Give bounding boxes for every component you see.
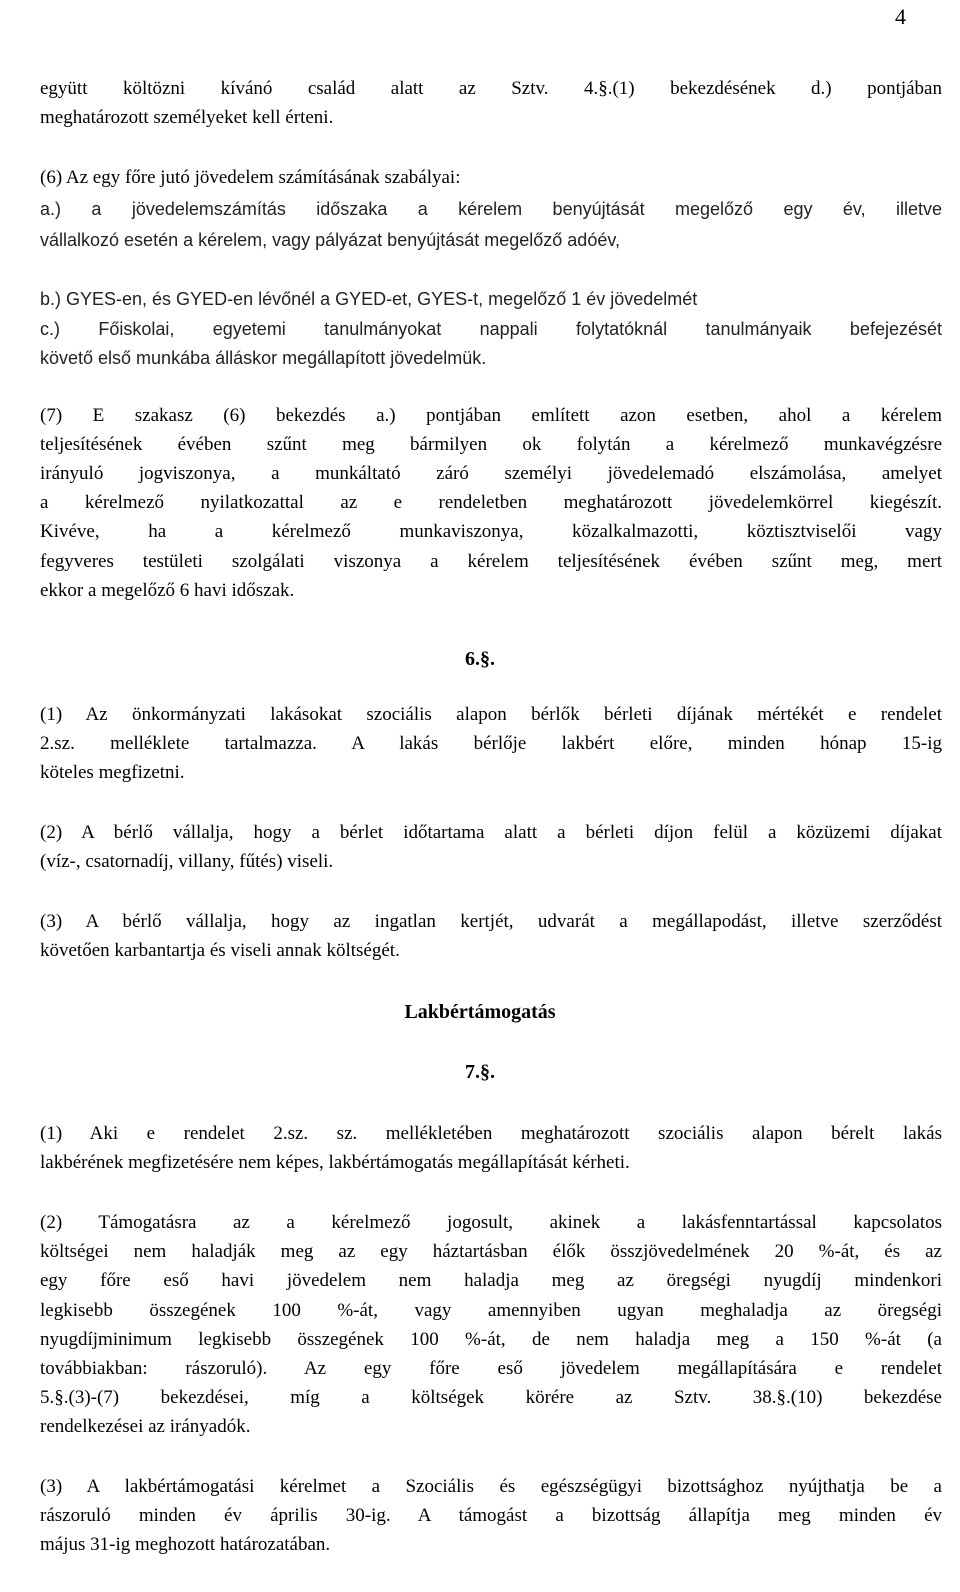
s7-p2-line-1: (2) Támogatásra az a kérelmező jogosult, akinek a lakásfenntartással kapcsolatos — [40, 1212, 942, 1233]
para6-a-line-2: vállalkozó esetén a kérelem, vagy pályázat benyújtását megelőző adóév, — [40, 230, 621, 250]
para6-a-line-1: a.) a jövedelemszámítás időszaka a kérelem benyújtását megelőző egy év, illetve — [40, 199, 942, 219]
para7-line-5: Kivéve, ha a kérelmező munkaviszonya, közalkalmazotti, köztisztviselői vagy — [40, 521, 942, 542]
s7-p3-line-3: május 31-ig meghozott határozatában. — [40, 1534, 331, 1555]
para6-heading: (6) Az egy főre jutó jövedelem számításának szabályai: — [40, 167, 461, 188]
s6-p2-line-1: (2) A bérlő vállalja, hogy a bérlet időtartama alatt a bérleti díjon felül a közüzemi díjakat — [40, 822, 942, 843]
s7-p2-line-6: továbbiakban: rászoruló). Az egy főre eső jövedelem megállapítására e rendelet — [40, 1358, 942, 1379]
para7-line-6: fegyveres testületi szolgálati viszonya a kérelem teljesítésének évében szűnt meg, mert — [40, 551, 942, 572]
s7-p2-line-5: nyugdíjminimum legkisebb összegének 100 %-át, de nem haladja meg a 150 %-át (a — [40, 1329, 942, 1350]
s7-p2-line-7: 5.§.(3)-(7) bekezdései, míg a költségek körére az Sztv. 38.§.(10) bekezdése — [40, 1387, 942, 1408]
s7-p1-line-2: lakbérének megfizetésére nem képes, lakbértámogatás megállapítását kérheti. — [40, 1152, 630, 1173]
s6-p3-line-2: követően karbantartja és viseli annak költségét. — [40, 940, 400, 961]
s7-p2-line-2: költségei nem haladják meg az egy háztartásban élők összjövedelmének 20 %-át, és az — [40, 1241, 942, 1262]
s7-p1-line-1: (1) Aki e rendelet 2.sz. sz. mellékletében meghatározott szociális alapon bérelt lakás — [40, 1123, 942, 1144]
page-number: 4 — [895, 4, 906, 29]
s7-p2-line-3: egy főre eső havi jövedelem nem haladja meg az öregségi nyugdíj mindenkori — [40, 1270, 942, 1291]
para6-c-line-1: c.) Főiskolai, egyetemi tanulmányokat nappali folytatóknál tanulmányaik befejezését — [40, 319, 942, 339]
para7-line-7: ekkor a megelőző 6 havi időszak. — [40, 580, 295, 601]
section7-title: 7.§. — [465, 1061, 495, 1083]
para7-line-2: teljesítésének évében szűnt meg bármilyen ok folytán a kérelmező munkavégzésre — [40, 434, 942, 455]
s7-p3-line-2: rászoruló minden év április 30-ig. A támogást a bizottság állapítja meg minden év — [40, 1505, 942, 1526]
intro-line-2: meghatározott személyeket kell érteni. — [40, 107, 334, 128]
para7-line-1: (7) E szakasz (6) bekezdés a.) pontjában említett azon esetben, ahol a kérelem — [40, 405, 942, 426]
heading-lakbertamogatas: Lakbértámogatás — [404, 1001, 556, 1023]
s6-p2-line-2: (víz-, csatornadíj, villany, fűtés) viseli. — [40, 851, 334, 872]
para7-line-4: a kérelmező nyilatkozattal az e rendeletben meghatározott jövedelemkörrel kiegészít. — [40, 492, 942, 513]
s7-p2-line-8: rendelkezései az irányadók. — [40, 1416, 251, 1437]
s6-p3-line-1: (3) A bérlő vállalja, hogy az ingatlan kertjét, udvarát a megállapodást, illetve szerződést — [40, 911, 942, 932]
s6-p1-line-2: 2.sz. melléklete tartalmazza. A lakás bérlője lakbért előre, minden hónap 15-ig — [40, 733, 942, 754]
s7-p3-line-1: (3) A lakbértámogatási kérelmet a Szociális és egészségügyi bizottsághoz nyújthatja be a — [40, 1476, 942, 1497]
para7-line-3: irányuló jogviszonya, a munkáltató záró személyi jövedelemadó elszámolása, amelyet — [40, 463, 942, 484]
para6-c-line-2: követő első munkába álláskor megállapított jövedelmük. — [40, 348, 487, 368]
s7-p2-line-4: legkisebb összegének 100 %-át, vagy amennyiben ugyan meghaladja az öregségi — [40, 1300, 942, 1321]
para6-b-line: b.) GYES-en, és GYED-en lévőnél a GYED-et, GYES-t, megelőző 1 év jövedelmét — [40, 289, 698, 309]
section6-title: 6.§. — [465, 648, 495, 670]
s6-p1-line-3: köteles megfizetni. — [40, 762, 185, 783]
intro-line-1: együtt költözni kívánó család alatt az Sztv. 4.§.(1) bekezdésének d.) pontjában — [40, 78, 942, 99]
s6-p1-line-1: (1) Az önkormányzati lakásokat szociális alapon bérlők bérleti díjának mértékét e rendelet — [40, 704, 942, 725]
